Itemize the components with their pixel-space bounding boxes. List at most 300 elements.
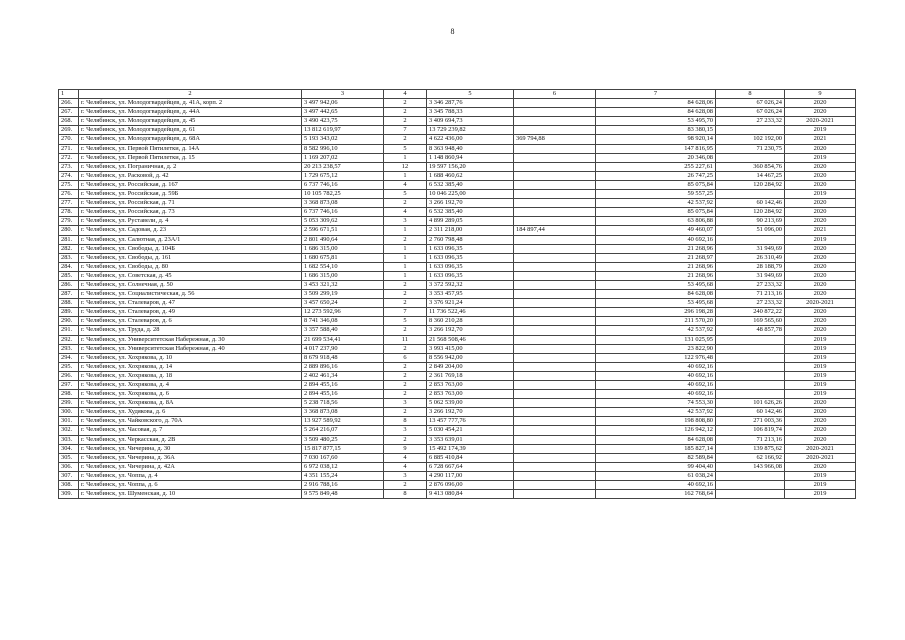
year-cell: 2020 xyxy=(785,435,856,444)
table-row xyxy=(59,290,856,299)
address-cell: г. Челябинск, ул. Садовая, д. 23 xyxy=(79,226,302,235)
inspection-cost-cell: 120 284,92 xyxy=(716,208,785,217)
works-cost-cell: 3 353 457,95 xyxy=(427,290,514,299)
design-cost-cell xyxy=(514,335,596,344)
works-cost-cell: 2 853 763,00 xyxy=(427,381,514,390)
address-cell: г. Челябинск, ул. Университетская Набережная, д. 30 xyxy=(79,335,302,344)
address-cell: г. Челябинск, ул. Чичерина, д. 42А xyxy=(79,462,302,471)
row-number-cell: 309. xyxy=(59,490,79,499)
works-cost-cell: 3 266 192,70 xyxy=(427,326,514,335)
works-cost-cell: 3 345 788,33 xyxy=(427,108,514,117)
address-cell: г. Челябинск, ул. Свободы, д. 161 xyxy=(79,253,302,262)
total-cost-cell: 3 490 423,75 xyxy=(302,117,384,126)
address-cell: г. Челябинск, ул. Российская, д. 73 xyxy=(79,208,302,217)
column-header: 4 xyxy=(384,90,427,99)
address-cell: г. Челябинск, ул. Чайковского, д. 70А xyxy=(79,417,302,426)
row-number-cell: 299. xyxy=(59,399,79,408)
total-cost-cell: 2 596 671,51 xyxy=(302,226,384,235)
design-cost-cell: 184 897,44 xyxy=(514,226,596,235)
control-cost-cell: 82 589,84 xyxy=(596,453,716,462)
design-cost-cell xyxy=(514,435,596,444)
row-number-cell: 300. xyxy=(59,408,79,417)
address-cell: г. Челябинск, ул. Чоппа, д. 4 xyxy=(79,471,302,480)
design-cost-cell: 369 794,88 xyxy=(514,135,596,144)
table-row xyxy=(59,99,856,108)
table-row xyxy=(59,262,856,271)
table-row xyxy=(59,435,856,444)
address-cell: г. Челябинск, ул. Первой Пятилетки, д. 14А xyxy=(79,144,302,153)
table-row xyxy=(59,353,856,362)
design-cost-cell xyxy=(514,453,596,462)
inspection-cost-cell: 143 966,08 xyxy=(716,462,785,471)
works-cost-cell: 13 729 239,82 xyxy=(427,126,514,135)
table-row xyxy=(59,462,856,471)
year-cell: 2020 xyxy=(785,171,856,180)
address-cell: г. Челябинск, ул. Университетская Набережная, д. 40 xyxy=(79,344,302,353)
design-cost-cell xyxy=(514,481,596,490)
table-row xyxy=(59,417,856,426)
inspection-cost-cell xyxy=(716,490,785,499)
table-body xyxy=(59,90,856,499)
design-cost-cell xyxy=(514,408,596,417)
total-cost-cell: 2 402 461,34 xyxy=(302,371,384,380)
year-cell: 2019 xyxy=(785,490,856,499)
row-number-cell: 307. xyxy=(59,471,79,480)
inspection-cost-cell: 31 949,69 xyxy=(716,271,785,280)
elevator-count-cell: 2 xyxy=(384,481,427,490)
total-cost-cell: 3 368 873,08 xyxy=(302,408,384,417)
address-cell: г. Челябинск, ул. Сталеваров, д. 49 xyxy=(79,308,302,317)
address-cell: г. Челябинск, ул. Хохрякова, д. 10 xyxy=(79,353,302,362)
design-cost-cell xyxy=(514,426,596,435)
total-cost-cell: 5 238 718,56 xyxy=(302,399,384,408)
address-cell: г. Челябинск, ул. Труда, д. 28 xyxy=(79,326,302,335)
control-cost-cell: 84 628,08 xyxy=(596,290,716,299)
table-row xyxy=(59,453,856,462)
year-cell: 2020 xyxy=(785,108,856,117)
control-cost-cell: 84 628,08 xyxy=(596,435,716,444)
year-cell: 2020-2021 xyxy=(785,117,856,126)
elevator-count-cell: 2 xyxy=(384,362,427,371)
elevator-count-cell: 1 xyxy=(384,153,427,162)
total-cost-cell: 5 193 343,02 xyxy=(302,135,384,144)
address-cell: г. Челябинск, ул. Российская, д. 59Б xyxy=(79,190,302,199)
year-cell: 2019 xyxy=(785,362,856,371)
control-cost-cell: 59 557,25 xyxy=(596,190,716,199)
design-cost-cell xyxy=(514,471,596,480)
works-cost-cell: 21 568 508,46 xyxy=(427,335,514,344)
elevator-count-cell: 6 xyxy=(384,353,427,362)
elevator-count-cell: 1 xyxy=(384,244,427,253)
column-header: 9 xyxy=(785,90,856,99)
control-cost-cell: 122 976,48 xyxy=(596,353,716,362)
control-cost-cell: 211 570,20 xyxy=(596,317,716,326)
elevator-count-cell: 7 xyxy=(384,126,427,135)
year-cell: 2020 xyxy=(785,417,856,426)
table-row xyxy=(59,244,856,253)
works-cost-cell: 8 360 210,28 xyxy=(427,317,514,326)
design-cost-cell xyxy=(514,180,596,189)
row-number-cell: 296. xyxy=(59,371,79,380)
total-cost-cell: 3 509 299,19 xyxy=(302,290,384,299)
inspection-cost-cell: 102 192,00 xyxy=(716,135,785,144)
year-cell: 2019 xyxy=(785,153,856,162)
total-cost-cell: 2 889 896,16 xyxy=(302,362,384,371)
works-cost-cell: 6 885 410,84 xyxy=(427,453,514,462)
table-row xyxy=(59,253,856,262)
year-cell: 2020 xyxy=(785,199,856,208)
table-row xyxy=(59,362,856,371)
elevator-count-cell: 12 xyxy=(384,162,427,171)
design-cost-cell xyxy=(514,399,596,408)
address-cell: г. Челябинск, ул. Российская, д. 71 xyxy=(79,199,302,208)
inspection-cost-cell: 27 233,32 xyxy=(716,280,785,289)
control-cost-cell: 147 816,95 xyxy=(596,144,716,153)
row-number-cell: 285. xyxy=(59,271,79,280)
address-cell: г. Челябинск, ул. Хохрякова, д. 4 xyxy=(79,381,302,390)
elevator-count-cell: 3 xyxy=(384,399,427,408)
design-cost-cell xyxy=(514,99,596,108)
works-cost-cell: 3 993 415,00 xyxy=(427,344,514,353)
row-number-cell: 292. xyxy=(59,335,79,344)
table-row xyxy=(59,399,856,408)
works-cost-cell: 3 409 694,73 xyxy=(427,117,514,126)
column-header: 5 xyxy=(427,90,514,99)
inspection-cost-cell: 60 142,46 xyxy=(716,408,785,417)
table-row xyxy=(59,381,856,390)
address-cell: г. Челябинск, ул. Молодогвардейцев, д. 41А, корп. 2 xyxy=(79,99,302,108)
control-cost-cell: 40 692,16 xyxy=(596,371,716,380)
row-number-cell: 287. xyxy=(59,290,79,299)
address-cell: г. Челябинск, ул. Часовая, д. 7 xyxy=(79,426,302,435)
elevator-count-cell: 2 xyxy=(384,344,427,353)
works-cost-cell: 2 760 798,48 xyxy=(427,235,514,244)
elevator-count-cell: 1 xyxy=(384,271,427,280)
elevator-count-cell: 2 xyxy=(384,199,427,208)
total-cost-cell: 3 368 873,08 xyxy=(302,199,384,208)
table-row xyxy=(59,144,856,153)
row-number-cell: 273. xyxy=(59,162,79,171)
table-row xyxy=(59,317,856,326)
row-number-cell: 298. xyxy=(59,390,79,399)
design-cost-cell xyxy=(514,244,596,253)
row-number-cell: 271. xyxy=(59,144,79,153)
year-cell: 2019 xyxy=(785,371,856,380)
control-cost-cell: 42 537,92 xyxy=(596,199,716,208)
year-cell: 2020 xyxy=(785,280,856,289)
address-cell: г. Челябинск, ул. Чичерина, д. 36А xyxy=(79,453,302,462)
address-cell: г. Челябинск, ул. Расковой, д. 42 xyxy=(79,171,302,180)
row-number-cell: 282. xyxy=(59,244,79,253)
control-cost-cell: 40 692,16 xyxy=(596,381,716,390)
design-cost-cell xyxy=(514,262,596,271)
year-cell: 2020 xyxy=(785,217,856,226)
address-cell: г. Челябинск, ул. Социалистическая, д. 56 xyxy=(79,290,302,299)
elevator-count-cell: 4 xyxy=(384,453,427,462)
control-cost-cell: 98 920,14 xyxy=(596,135,716,144)
row-number-cell: 289. xyxy=(59,308,79,317)
works-cost-cell: 1 633 096,35 xyxy=(427,253,514,262)
elevator-count-cell: 3 xyxy=(384,426,427,435)
total-cost-cell: 3 357 588,40 xyxy=(302,326,384,335)
row-number-cell: 291. xyxy=(59,326,79,335)
total-cost-cell: 2 894 455,16 xyxy=(302,390,384,399)
total-cost-cell: 7 030 167,60 xyxy=(302,453,384,462)
inspection-cost-cell: 28 188,79 xyxy=(716,262,785,271)
address-cell: г. Челябинск, ул. Сталеваров, д. 6 xyxy=(79,317,302,326)
works-cost-cell: 2 311 218,00 xyxy=(427,226,514,235)
inspection-cost-cell: 90 213,69 xyxy=(716,217,785,226)
total-cost-cell: 12 273 592,96 xyxy=(302,308,384,317)
design-cost-cell xyxy=(514,417,596,426)
year-cell: 2020 xyxy=(785,162,856,171)
address-cell: г. Челябинск, ул. Хохрякова, д. 14 xyxy=(79,362,302,371)
elevator-count-cell: 2 xyxy=(384,108,427,117)
table-header-row xyxy=(59,90,856,99)
row-number-cell: 280. xyxy=(59,226,79,235)
total-cost-cell: 10 105 782,25 xyxy=(302,190,384,199)
table-row xyxy=(59,126,856,135)
total-cost-cell: 1 729 675,12 xyxy=(302,171,384,180)
year-cell: 2019 xyxy=(785,235,856,244)
year-cell: 2020 xyxy=(785,208,856,217)
total-cost-cell: 1 686 315,00 xyxy=(302,271,384,280)
design-cost-cell xyxy=(514,308,596,317)
works-cost-cell: 3 376 921,24 xyxy=(427,299,514,308)
year-cell: 2020 xyxy=(785,399,856,408)
inspection-cost-cell: 27 233,32 xyxy=(716,299,785,308)
table-row xyxy=(59,326,856,335)
row-number-cell: 303. xyxy=(59,435,79,444)
year-cell: 2020 xyxy=(785,317,856,326)
table-row xyxy=(59,481,856,490)
address-cell: г. Челябинск, ул. Пограничная, д. 2 xyxy=(79,162,302,171)
address-cell: г. Челябинск, ул. Худякова, д. 6 xyxy=(79,408,302,417)
control-cost-cell: 40 692,16 xyxy=(596,481,716,490)
works-cost-cell: 6 532 385,40 xyxy=(427,208,514,217)
design-cost-cell xyxy=(514,462,596,471)
row-number-cell: 279. xyxy=(59,217,79,226)
elevator-count-cell: 8 xyxy=(384,490,427,499)
row-number-cell: 293. xyxy=(59,344,79,353)
elevator-count-cell: 2 xyxy=(384,299,427,308)
inspection-cost-cell xyxy=(716,353,785,362)
inspection-cost-cell: 60 142,46 xyxy=(716,199,785,208)
year-cell: 2019 xyxy=(785,471,856,480)
table-row xyxy=(59,217,856,226)
year-cell: 2019 xyxy=(785,353,856,362)
design-cost-cell xyxy=(514,217,596,226)
inspection-cost-cell xyxy=(716,471,785,480)
total-cost-cell: 1 680 675,81 xyxy=(302,253,384,262)
year-cell: 2019 xyxy=(785,344,856,353)
design-cost-cell xyxy=(514,490,596,499)
works-cost-cell: 2 876 096,00 xyxy=(427,481,514,490)
year-cell: 2020 xyxy=(785,144,856,153)
works-cost-cell: 2 853 763,00 xyxy=(427,390,514,399)
total-cost-cell: 21 699 534,41 xyxy=(302,335,384,344)
works-cost-cell: 4 622 436,00 xyxy=(427,135,514,144)
row-number-cell: 305. xyxy=(59,453,79,462)
total-cost-cell: 3 509 480,25 xyxy=(302,435,384,444)
works-cost-cell: 6 728 667,64 xyxy=(427,462,514,471)
control-cost-cell: 162 768,64 xyxy=(596,490,716,499)
elevator-count-cell: 9 xyxy=(384,444,427,453)
control-cost-cell: 255 227,61 xyxy=(596,162,716,171)
inspection-cost-cell: 71 213,16 xyxy=(716,290,785,299)
address-cell: г. Челябинск, ул. Шуменская, д. 10 xyxy=(79,490,302,499)
table-row xyxy=(59,408,856,417)
row-number-cell: 284. xyxy=(59,262,79,271)
inspection-cost-cell: 169 565,60 xyxy=(716,317,785,326)
works-cost-cell: 15 492 174,39 xyxy=(427,444,514,453)
year-cell: 2020 xyxy=(785,290,856,299)
elevator-count-cell: 4 xyxy=(384,180,427,189)
elevator-count-cell: 2 xyxy=(384,117,427,126)
row-number-cell: 290. xyxy=(59,317,79,326)
column-header: 2 xyxy=(79,90,302,99)
inspection-cost-cell: 106 819,74 xyxy=(716,426,785,435)
year-cell: 2020 xyxy=(785,180,856,189)
row-number-cell: 276. xyxy=(59,190,79,199)
inspection-cost-cell: 271 003,36 xyxy=(716,417,785,426)
design-cost-cell xyxy=(514,126,596,135)
elevator-count-cell: 2 xyxy=(384,135,427,144)
elevator-count-cell: 2 xyxy=(384,290,427,299)
design-cost-cell xyxy=(514,444,596,453)
inspection-cost-cell: 51 096,00 xyxy=(716,226,785,235)
row-number-cell: 267. xyxy=(59,108,79,117)
works-cost-cell: 1 688 460,62 xyxy=(427,171,514,180)
row-number-cell: 281. xyxy=(59,235,79,244)
control-cost-cell: 63 806,88 xyxy=(596,217,716,226)
design-cost-cell xyxy=(514,235,596,244)
address-cell: г. Челябинск, ул. Хохрякова, д. 6 xyxy=(79,390,302,399)
elevator-count-cell: 2 xyxy=(384,235,427,244)
table-row xyxy=(59,180,856,189)
works-cost-cell: 13 457 777,76 xyxy=(427,417,514,426)
control-cost-cell: 53 495,68 xyxy=(596,280,716,289)
total-cost-cell: 4 351 155,24 xyxy=(302,471,384,480)
works-cost-cell: 6 532 385,40 xyxy=(427,180,514,189)
row-number-cell: 308. xyxy=(59,481,79,490)
design-cost-cell xyxy=(514,117,596,126)
total-cost-cell: 8 582 996,10 xyxy=(302,144,384,153)
inspection-cost-cell xyxy=(716,381,785,390)
elevator-count-cell: 2 xyxy=(384,390,427,399)
inspection-cost-cell: 139 875,62 xyxy=(716,444,785,453)
total-cost-cell: 8 741 346,08 xyxy=(302,317,384,326)
control-cost-cell: 83 380,15 xyxy=(596,126,716,135)
row-number-cell: 302. xyxy=(59,426,79,435)
works-cost-cell: 10 046 225,00 xyxy=(427,190,514,199)
total-cost-cell: 1 169 207,02 xyxy=(302,153,384,162)
year-cell: 2020-2021 xyxy=(785,299,856,308)
works-cost-cell: 3 353 639,01 xyxy=(427,435,514,444)
design-cost-cell xyxy=(514,190,596,199)
design-cost-cell xyxy=(514,199,596,208)
total-cost-cell: 6 972 038,12 xyxy=(302,462,384,471)
works-cost-cell: 3 372 592,32 xyxy=(427,280,514,289)
inspection-cost-cell xyxy=(716,335,785,344)
row-number-cell: 283. xyxy=(59,253,79,262)
inspection-cost-cell: 67 026,24 xyxy=(716,108,785,117)
address-cell: г. Челябинск, ул. Хохрякова, д. 8А xyxy=(79,399,302,408)
address-cell: г. Челябинск, ул. Руставели, д. 4 xyxy=(79,217,302,226)
total-cost-cell: 3 497 442,65 xyxy=(302,108,384,117)
works-cost-cell: 4 290 117,00 xyxy=(427,471,514,480)
inspection-cost-cell xyxy=(716,126,785,135)
works-cost-cell: 1 148 860,94 xyxy=(427,153,514,162)
control-cost-cell: 198 808,80 xyxy=(596,417,716,426)
works-cost-cell: 9 413 080,84 xyxy=(427,490,514,499)
address-cell: г. Челябинск, ул. Свободы, д. 104Б xyxy=(79,244,302,253)
control-cost-cell: 21 268,97 xyxy=(596,253,716,262)
control-cost-cell: 42 537,92 xyxy=(596,408,716,417)
elevator-count-cell: 3 xyxy=(384,471,427,480)
control-cost-cell: 23 822,90 xyxy=(596,344,716,353)
elevator-count-cell: 2 xyxy=(384,280,427,289)
address-cell: г. Челябинск, ул. Советская, д. 45 xyxy=(79,271,302,280)
address-cell: г. Челябинск, ул. Чоппа, д. 6 xyxy=(79,481,302,490)
inspection-cost-cell xyxy=(716,153,785,162)
year-cell: 2019 xyxy=(785,190,856,199)
works-cost-cell: 8 556 942,00 xyxy=(427,353,514,362)
row-number-cell: 297. xyxy=(59,381,79,390)
inspection-cost-cell xyxy=(716,362,785,371)
works-cost-cell: 2 361 769,18 xyxy=(427,371,514,380)
address-cell: г. Челябинск, ул. Молодогвардейцев, д. 44А xyxy=(79,108,302,117)
address-cell: г. Челябинск, ул. Молодогвардейцев, д. 61 xyxy=(79,126,302,135)
elevator-count-cell: 8 xyxy=(384,417,427,426)
control-cost-cell: 42 537,92 xyxy=(596,326,716,335)
control-cost-cell: 40 692,16 xyxy=(596,235,716,244)
row-number-cell: 275. xyxy=(59,180,79,189)
total-cost-cell: 4 017 237,90 xyxy=(302,344,384,353)
inspection-cost-cell: 360 854,76 xyxy=(716,162,785,171)
total-cost-cell: 2 916 788,16 xyxy=(302,481,384,490)
works-cost-cell: 8 363 948,40 xyxy=(427,144,514,153)
elevator-count-cell: 2 xyxy=(384,408,427,417)
inspection-cost-cell: 120 284,92 xyxy=(716,180,785,189)
inspection-cost-cell xyxy=(716,390,785,399)
design-cost-cell xyxy=(514,326,596,335)
table-row xyxy=(59,108,856,117)
table-row xyxy=(59,171,856,180)
row-number-cell: 295. xyxy=(59,362,79,371)
table-row xyxy=(59,280,856,289)
design-cost-cell xyxy=(514,208,596,217)
year-cell: 2019 xyxy=(785,390,856,399)
design-cost-cell xyxy=(514,299,596,308)
design-cost-cell xyxy=(514,317,596,326)
inspection-cost-cell: 62 166,92 xyxy=(716,453,785,462)
design-cost-cell xyxy=(514,162,596,171)
address-cell: г. Челябинск, ул. Первой Пятилетки, д. 15 xyxy=(79,153,302,162)
table-row xyxy=(59,117,856,126)
total-cost-cell: 2 801 490,64 xyxy=(302,235,384,244)
control-cost-cell: 21 268,96 xyxy=(596,262,716,271)
year-cell: 2019 xyxy=(785,381,856,390)
inspection-cost-cell xyxy=(716,344,785,353)
elevator-count-cell: 2 xyxy=(384,381,427,390)
elevator-count-cell: 5 xyxy=(384,317,427,326)
design-cost-cell xyxy=(514,381,596,390)
total-cost-cell: 1 686 315,00 xyxy=(302,244,384,253)
total-cost-cell: 13 927 589,92 xyxy=(302,417,384,426)
address-cell: г. Челябинск, ул. Свободы, д. 80 xyxy=(79,262,302,271)
table-row xyxy=(59,471,856,480)
